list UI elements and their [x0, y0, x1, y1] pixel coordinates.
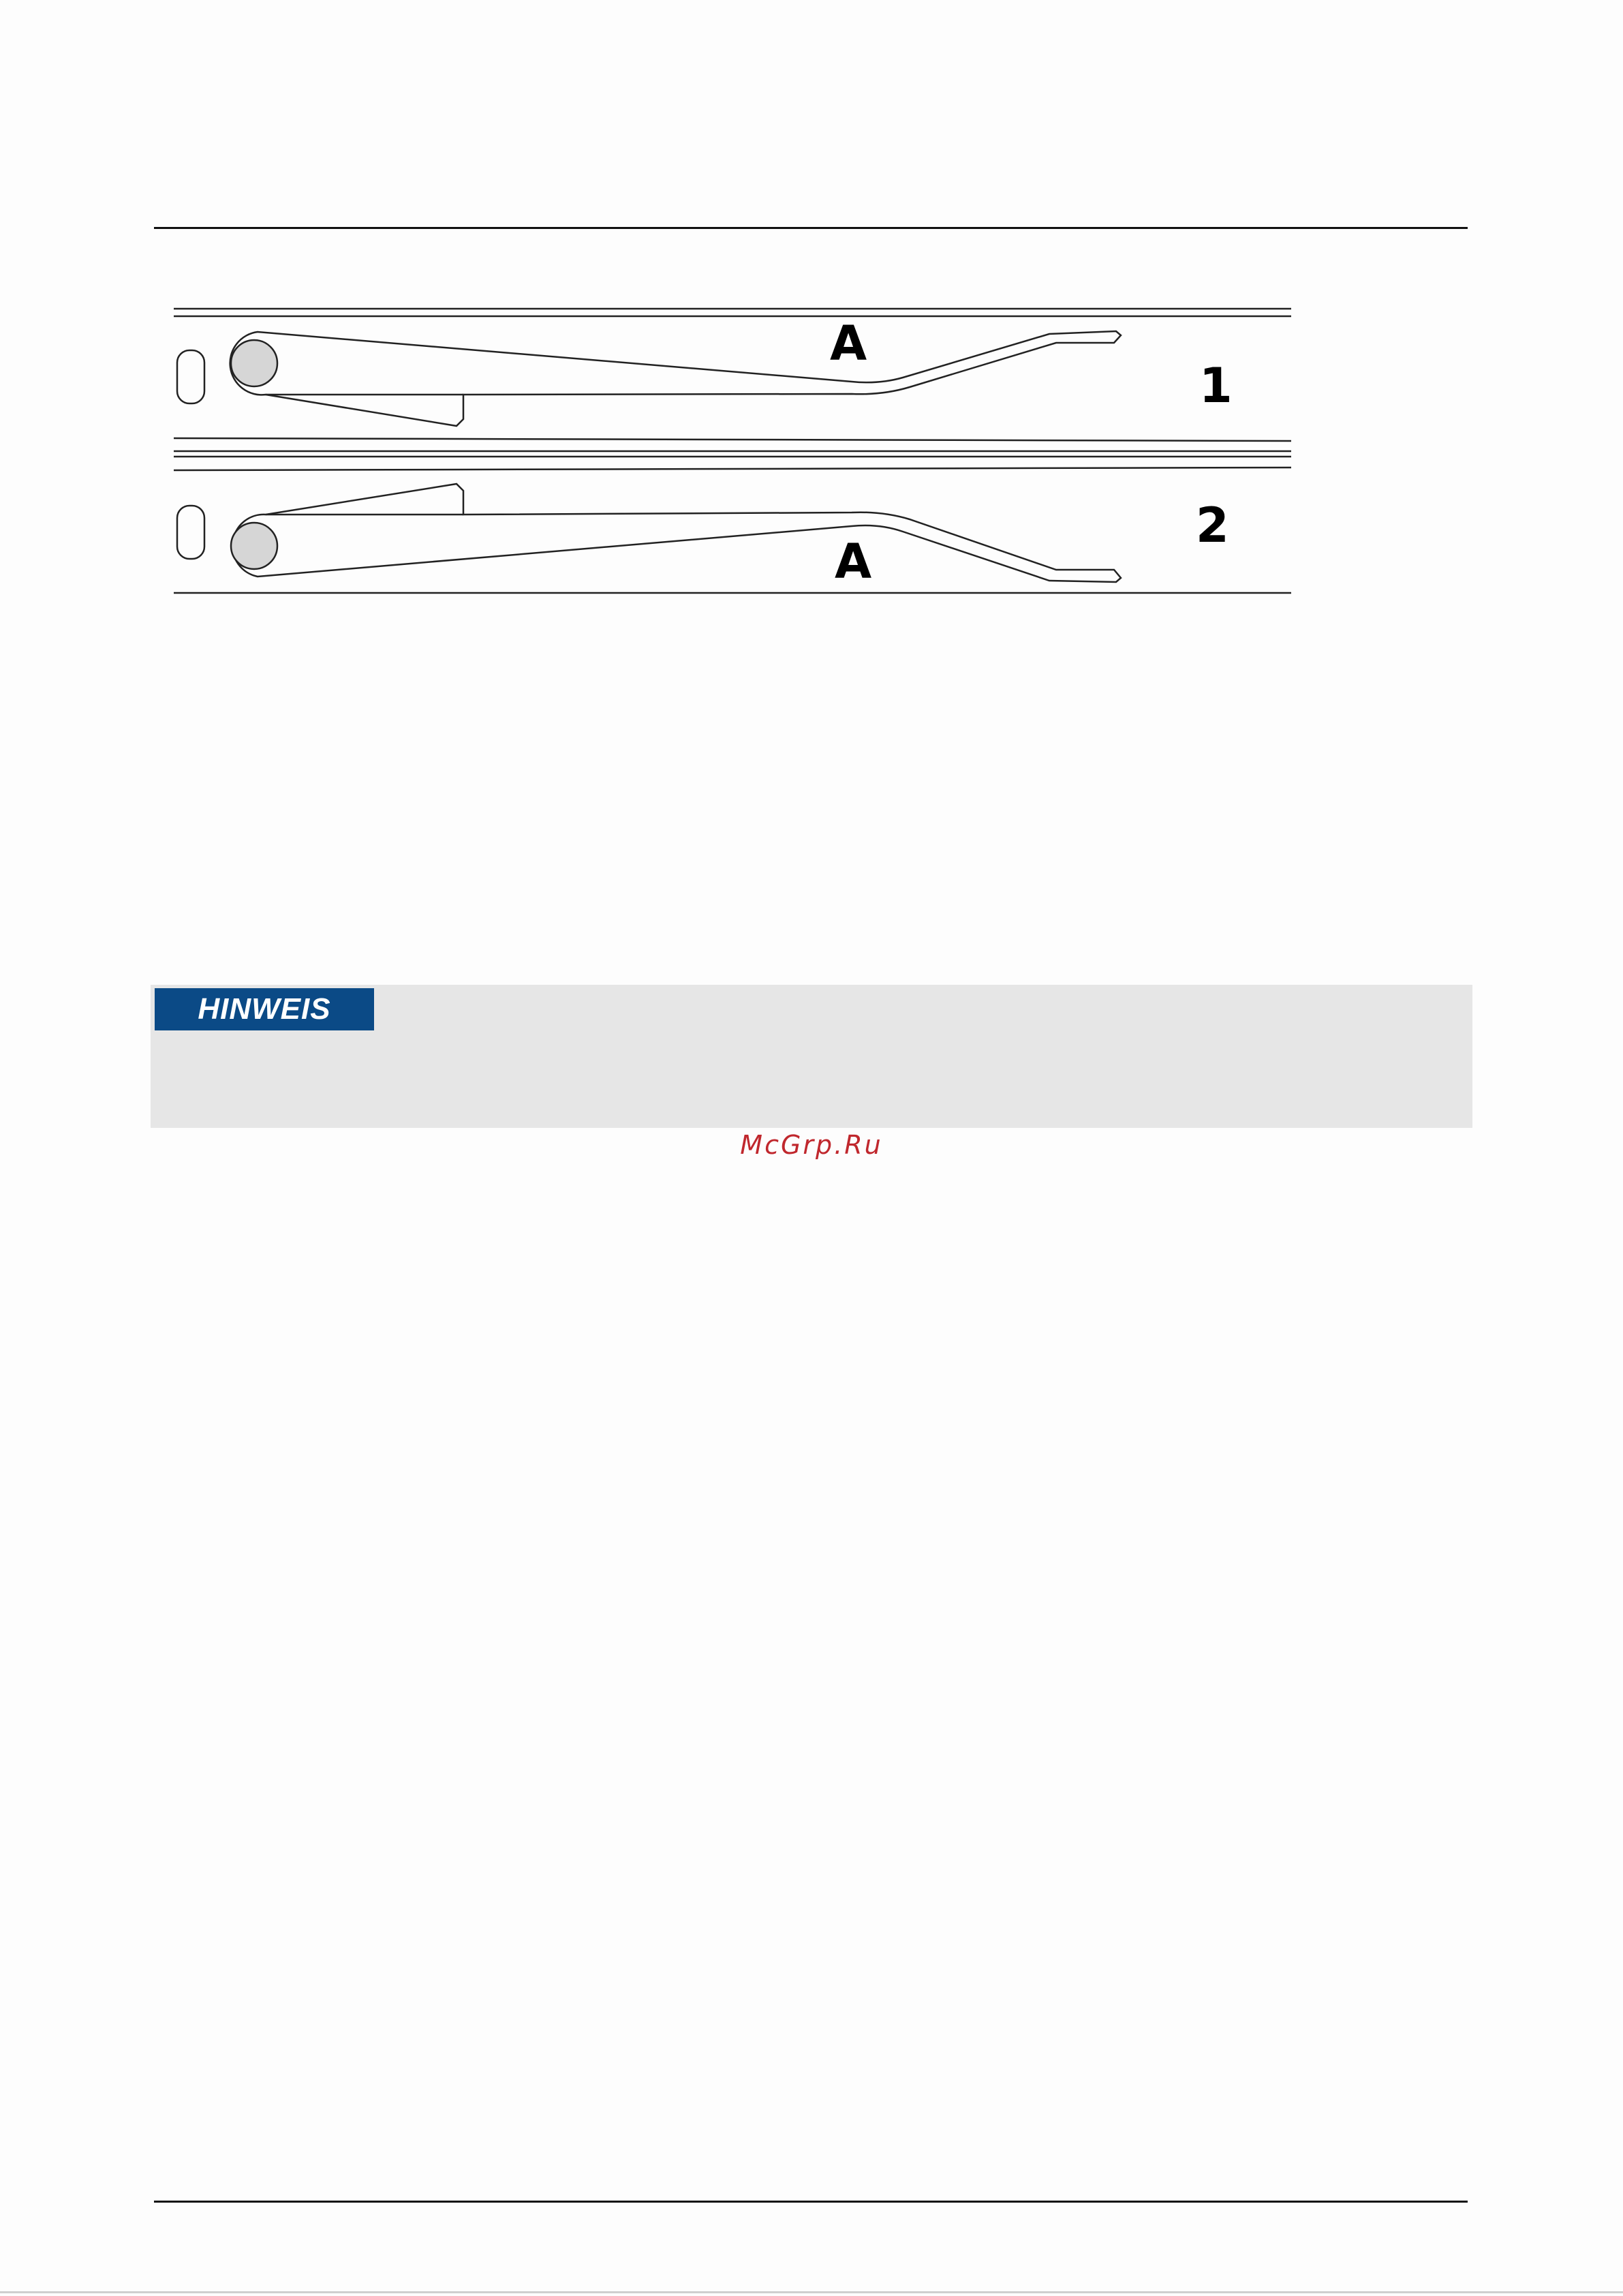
mount-slot — [177, 350, 204, 403]
header-rule — [154, 227, 1468, 229]
footer-rule — [154, 2201, 1468, 2203]
note-tag: HINWEIS — [155, 988, 374, 1030]
note-box — [151, 985, 1472, 1128]
position-label-2: 2 — [1196, 498, 1229, 553]
position-label-1: 1 — [1199, 358, 1233, 414]
arm-label-bottom: A — [835, 534, 872, 590]
pivot-cap — [231, 523, 277, 569]
wiper-arm-figure — [170, 300, 1301, 613]
arm-label-top: A — [830, 316, 867, 371]
page-bottom-strip — [0, 2291, 1623, 2293]
wiper-arm-upper — [230, 331, 1121, 426]
watermark: McGrp.Ru — [740, 1130, 883, 1160]
pivot-cap — [231, 340, 277, 386]
rail-line — [174, 438, 1291, 441]
rail-line — [174, 468, 1291, 470]
mount-slot — [177, 506, 204, 559]
wiper-arm-lower — [232, 484, 1121, 582]
